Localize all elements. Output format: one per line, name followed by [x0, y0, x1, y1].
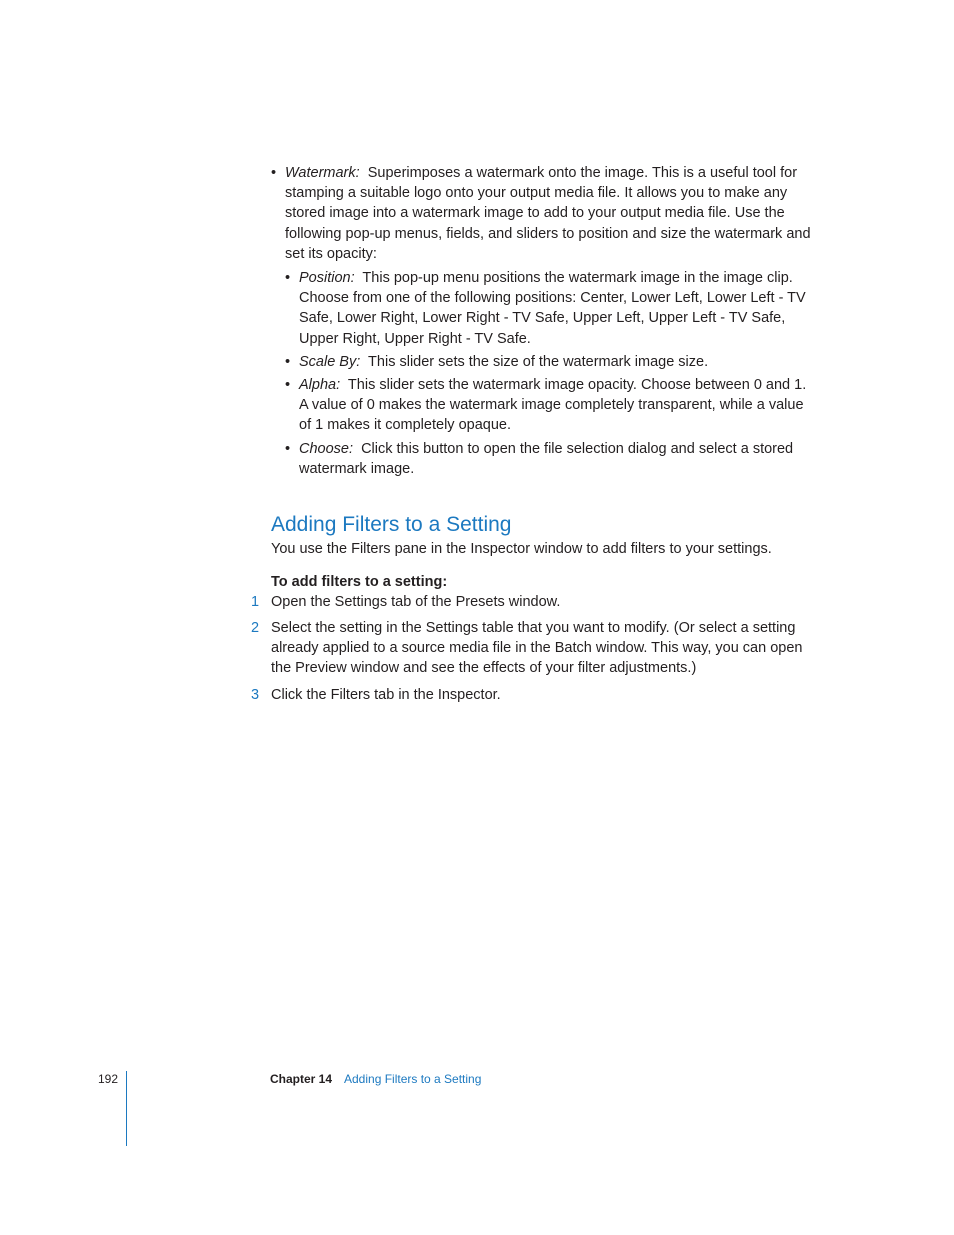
section-heading: Adding Filters to a Setting	[271, 513, 512, 536]
footer-divider	[126, 1071, 127, 1146]
step-number: 2	[251, 620, 260, 636]
position-term: Position:	[299, 270, 355, 286]
bullet-marker: •	[285, 377, 291, 393]
scale-by-bullet-item	[285, 352, 817, 372]
task-heading: To add filters to a setting:	[271, 574, 448, 590]
footer-chapter-label: Chapter 14	[270, 1072, 333, 1086]
bullet-marker: •	[285, 441, 291, 457]
position-bullet-item	[285, 268, 817, 349]
choose-bullet-item	[285, 439, 817, 479]
step-number: 1	[251, 594, 260, 610]
alpha-description: This slider sets the watermark image opacity. Choose between 0 and 1. A value of 0 makes the watermark image completely transparent, while a value of 1 makes it completely opaque.	[299, 377, 807, 434]
watermark-description: Superimposes a watermark onto the image. This is a useful tool for stamping a suitable logo onto your output media file. It allows you to make any stored image into a watermark image to add to your output media file. Use the following pop-up menus, fields, and sliders to position and size the watermark and set its opacity:	[285, 165, 811, 262]
alpha-bullet-item	[285, 375, 817, 436]
section-intro: You use the Filters pane in the Inspector window to add filters to your settings.	[271, 541, 772, 557]
step-text: Open the Settings tab of the Presets window.	[271, 594, 561, 610]
watermark-term: Watermark:	[285, 165, 360, 181]
step-text: Select the setting in the Settings table that you want to modify. (Or select a setting already applied to a source media file in the Batch window. This way, you can open the Preview window and see the effects of your filter adjustments.)	[271, 620, 803, 677]
footer-chapter-title: Adding Filters to a Setting	[344, 1072, 482, 1086]
step-text: Click the Filters tab in the Inspector.	[271, 687, 501, 703]
step-3	[251, 685, 821, 705]
watermark-bullet-item	[271, 163, 816, 264]
choose-term: Choose:	[299, 441, 354, 457]
scale-by-description: This slider sets the size of the watermark image size.	[368, 354, 709, 370]
step-number: 3	[251, 687, 260, 703]
bullet-marker: •	[271, 165, 277, 181]
step-2	[251, 618, 821, 679]
bullet-marker: •	[285, 354, 291, 370]
choose-description: Click this button to open the file selection dialog and select a stored watermark image.	[299, 441, 794, 478]
step-1	[251, 592, 821, 612]
position-description: This pop-up menu positions the watermark image in the image clip. Choose from one of the following positions: Center, Lower Left, Lower Left - TV Safe, Lower Right, Lower Right - TV Safe, Upper Left, Upper Left - TV Safe, Upper Right, Upper Right - TV Safe.	[299, 270, 806, 347]
page-number: 192	[98, 1072, 119, 1086]
alpha-term: Alpha:	[299, 377, 341, 393]
bullet-marker: •	[285, 270, 291, 286]
scale-by-term: Scale By:	[299, 354, 361, 370]
